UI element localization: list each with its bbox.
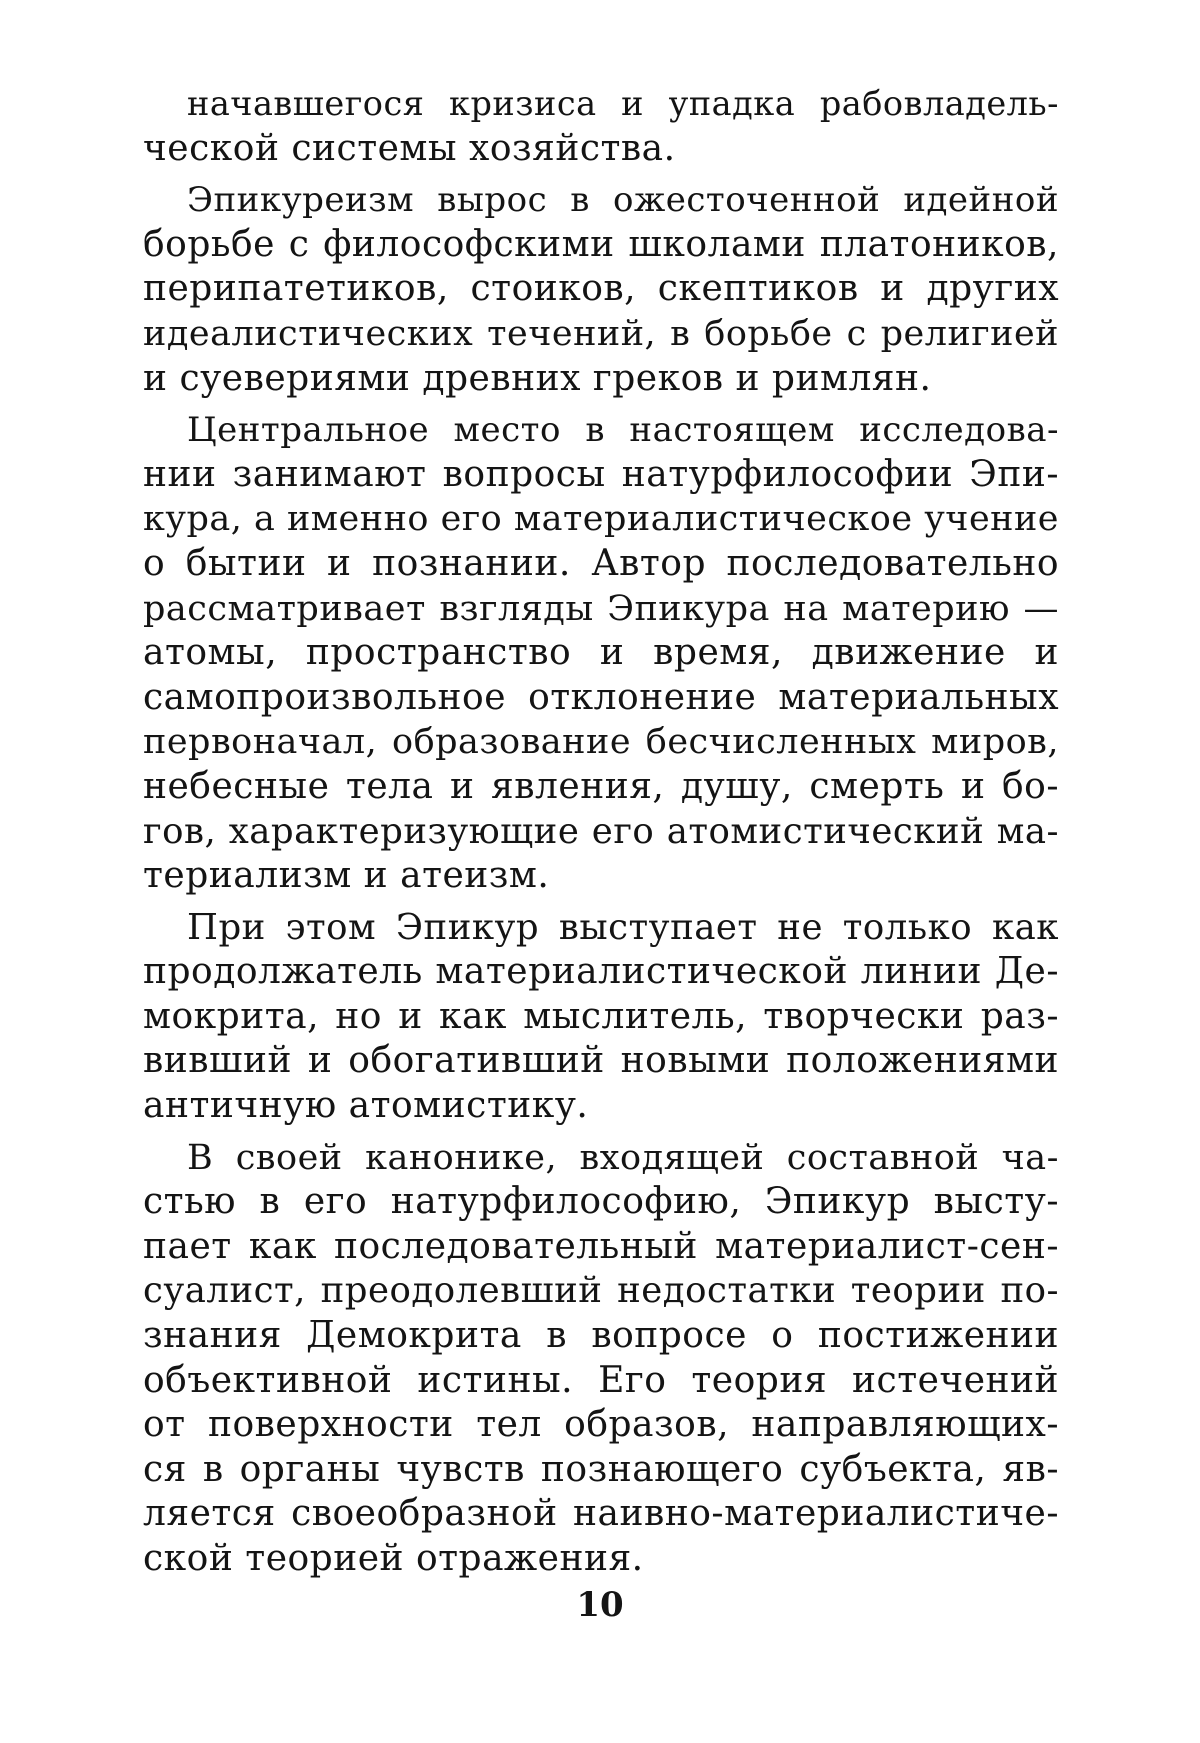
text-line: продолжатель материалистической линии Де-	[143, 951, 1059, 993]
text-line: и суевериями древних греков и римлян.	[143, 357, 932, 399]
text-line: Эпикуреизм вырос в ожесточенной идейной	[187, 180, 1059, 221]
text-line: античную атомистику.	[143, 1085, 589, 1127]
text-line: ской теорией отражения.	[143, 1538, 644, 1579]
text-line: знания Демокрита в вопросе о постижении	[143, 1315, 1059, 1357]
text-line: объективной истины. Его теория истечений	[143, 1359, 1059, 1401]
text-line: стью в его натурфилософию, Эпикур высту-	[143, 1181, 1059, 1223]
paragraph	[143, 178, 1059, 401]
paragraph	[143, 82, 1059, 171]
text-line: мокрита, но и как мыслитель, творчески раз-	[143, 995, 1059, 1037]
text-line: небесные тела и явления, душу, смерть и бо-	[143, 765, 1059, 807]
page-number: 10	[576, 1585, 624, 1625]
text-line: самопроизвольное отклонение материальных	[143, 676, 1059, 718]
text-line: идеалистических течений, в борьбе с религией	[143, 313, 1059, 354]
text-line: кура, а именно его материалистическое учение	[143, 499, 1060, 540]
text-line: При этом Эпикур выступает не только как	[187, 906, 1059, 948]
paragraph	[143, 906, 1059, 1129]
text-line: нии занимают вопросы натурфилософии Эпи-	[143, 453, 1059, 495]
text-line: перипатетиков, стоиков, скептиков и других	[143, 268, 1059, 310]
text-line: пает как последовательный материалист-сен-	[143, 1225, 1059, 1267]
text-line: Центральное место в настоящем исследова-	[187, 410, 1059, 451]
text-line: В своей канонике, входящей составной ча-	[187, 1137, 1059, 1178]
text-line: от поверхности тел образов, направляющих-	[143, 1404, 1059, 1446]
text-line: рассматривает взгляды Эпикура на материю —	[143, 588, 1059, 629]
paragraph	[143, 408, 1059, 899]
text-line: первоначал, образование бесчисленных миров,	[143, 722, 1059, 763]
paragraph	[143, 1136, 1059, 1582]
text-line: суалист, преодолевший недостатки теории по-	[143, 1270, 1059, 1312]
text-line: ляется своеобразной наивно-материалистиче-	[143, 1493, 1059, 1535]
body-text	[143, 82, 1059, 1582]
text-line: гов, характеризующие его атомистический ма-	[143, 810, 1059, 852]
text-line: о бытии и познании. Автор последовательно	[143, 542, 1059, 584]
text-line: атомы, пространство и время, движение и	[143, 632, 1059, 674]
text-line: вивший и обогативший новыми положениями	[143, 1040, 1059, 1082]
text-line: борьбе с философскими школами платоников,	[143, 223, 1059, 265]
text-line: начавшегося кризиса и упадка рабовладель-	[187, 84, 1059, 123]
text-line: ся в органы чувств познающего субъекта, яв-	[143, 1448, 1059, 1490]
text-line: териализм и атеизм.	[143, 855, 550, 897]
text-line: ческой системы хозяйства.	[143, 127, 676, 169]
